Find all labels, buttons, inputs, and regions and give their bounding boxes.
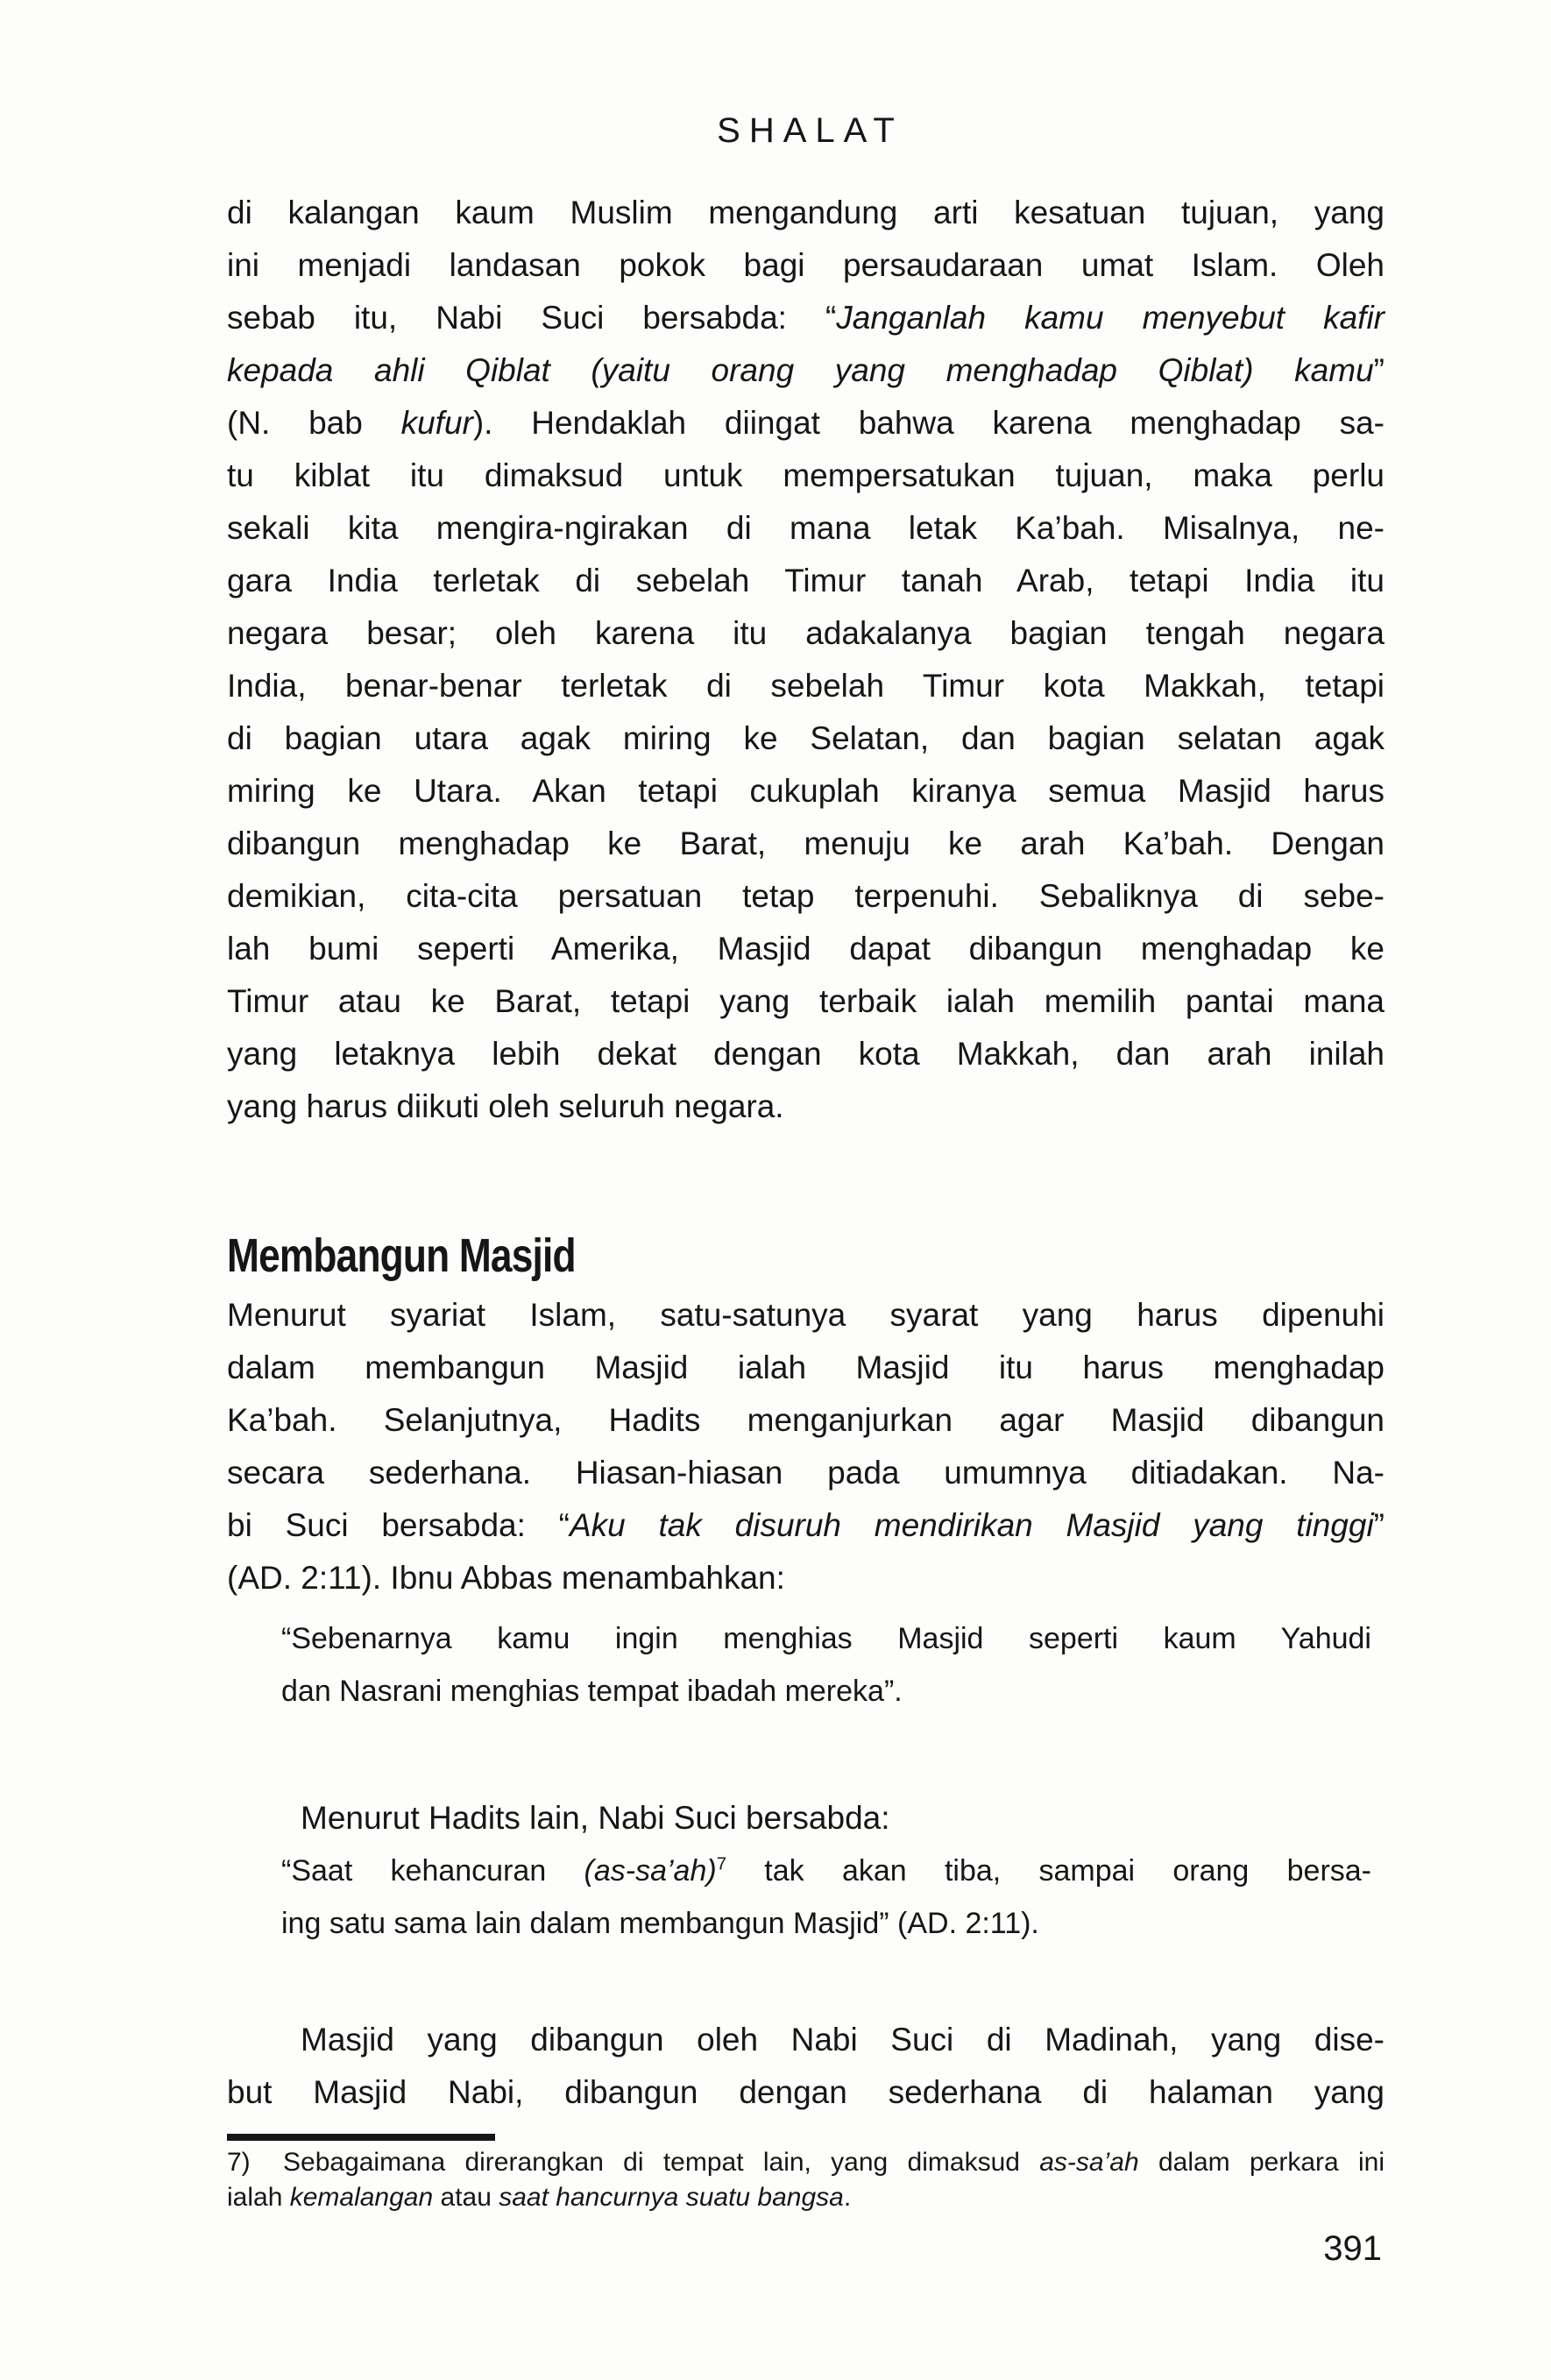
text-run: miring ke Utara. Akan tetapi cukuplah kiranya semua Masjid harus (227, 773, 1385, 809)
text-run: di bagian utara agak miring ke Selatan, dan bagian selatan agak (227, 720, 1385, 756)
italic-text-run: (as-sa’ah) (584, 1854, 717, 1888)
footnote-reference: 7 (716, 1854, 727, 1874)
text-run: di kalangan kaum Muslim mengandung arti kesatuan tujuan, yang (227, 195, 1385, 230)
text-run: yang harus diikuti oleh seluruh negara. (227, 1088, 784, 1124)
page-title: SHALAT (717, 111, 903, 150)
text-line (227, 870, 1385, 923)
text-run: ialah (227, 2183, 290, 2212)
text-line (281, 1897, 1371, 1950)
text-line (227, 2180, 1385, 2215)
text-line (227, 450, 1385, 502)
text-line (227, 1028, 1385, 1080)
text-run: dalam perkara ini (1138, 2148, 1385, 2177)
text-run: gara India terletak di sebelah Timur tanah Arab, tetapi India itu (227, 563, 1385, 599)
text-line (227, 1289, 1385, 1342)
text-line (281, 1612, 1371, 1665)
text-run: tu kiblat itu dimaksud untuk mempersatukan tujuan, maka perlu (227, 457, 1385, 493)
text-run: sebab itu, Nabi Suci bersabda: “ (227, 300, 837, 336)
text-run: yang letaknya lebih dekat dengan kota Makkah, dan arah inilah (227, 1036, 1385, 1072)
text-line (227, 2014, 1385, 2066)
footnote-marker: 7) (227, 2148, 251, 2177)
text-line (227, 187, 1385, 239)
footnote-divider (227, 2134, 495, 2141)
text-line (227, 292, 1385, 344)
paragraph-qiblat-direction (227, 187, 1385, 1133)
text-line (227, 397, 1385, 450)
section-heading-label: Membangun Masjid (227, 1229, 576, 1282)
italic-text-run: kepada ahli Qiblat (yaitu orang yang menghadap Qiblat) kamu (227, 352, 1374, 388)
quote-as-saah (227, 1845, 1385, 1950)
text-run: dalam membangun Masjid ialah Masjid itu harus menghadap (227, 1349, 1385, 1385)
text-line (227, 818, 1385, 870)
text-run: but Masjid Nabi, dibangun dengan sederhana di halaman yang (227, 2074, 1385, 2110)
italic-text-run: kufur (400, 405, 473, 441)
text-run: Sebagaimana direrangkan di tempat lain, yang dimaksud (283, 2148, 1040, 2177)
text-run: tak akan tiba, sampai orang bersa- (726, 1854, 1371, 1888)
text-run: lah bumi seperti Amerika, Masjid dapat dibangun menghadap ke (227, 931, 1385, 967)
text-run: Menurut syariat Islam, satu-satunya syarat yang harus dipenuhi (227, 1297, 1385, 1333)
italic-text-run: as-sa’ah (1039, 2148, 1139, 2177)
text-run: India, benar-benar terletak di sebelah Timur kota Makkah, tetapi (227, 668, 1385, 704)
text-line (227, 2066, 1385, 2119)
paragraph-membangun-masjid (227, 1289, 1385, 1604)
text-run: ” (1373, 1507, 1385, 1543)
quote-ibnu-abbas (227, 1612, 1385, 1718)
text-line (227, 502, 1385, 555)
paragraph-hadits-lain (227, 1792, 1385, 1845)
text-run: dan Nasrani menghias tempat ibadah mereka”. (281, 1675, 903, 1708)
text-run: dibangun menghadap ke Barat, menuju ke arah Ka’bah. Dengan (227, 825, 1385, 861)
text-run: ini menjadi landasan pokok bagi persaudaraan umat Islam. Oleh (227, 247, 1385, 283)
text-line (227, 2145, 1385, 2180)
text-run: demikian, cita-cita persatuan tetap terpenuhi. Sebaliknya di sebe- (227, 878, 1385, 914)
text-run: negara besar; oleh karena itu adakalanya bagian tengah negara (227, 615, 1385, 651)
text-run: (AD. 2:11). Ibnu Abbas menambahkan: (227, 1560, 785, 1596)
text-run: sekali kita mengira-ngirakan di mana letak Ka’bah. Misalnya, ne- (227, 510, 1385, 546)
text-line (281, 1845, 1371, 1897)
text-line (227, 555, 1385, 607)
text-run: Ka’bah. Selanjutnya, Hadits menganjurkan agar Masjid dibangun (227, 1402, 1385, 1438)
text-run: ing satu sama lain dalam membangun Masjid” (AD. 2:11). (281, 1907, 1039, 1940)
text-run: “Saat kehancuran (281, 1854, 584, 1888)
text-run: “Sebenarnya kamu ingin menghias Masjid seperti kaum Yahudi (281, 1622, 1371, 1655)
text-line (227, 1394, 1385, 1447)
text-run: bi Suci bersabda: “ (227, 1507, 570, 1543)
text-run: Menurut Hadits lain, Nabi Suci bersabda: (301, 1800, 890, 1836)
text-run: atau (433, 2183, 499, 2212)
section-heading-membangun-masjid (227, 1228, 1385, 1284)
page-content (227, 0, 1385, 2215)
text-run: Masjid yang dibangun oleh Nabi Suci di Madinah, yang dise- (301, 2022, 1385, 2058)
text-line (227, 1552, 1385, 1604)
text-run: ). Hendaklah diingat bahwa karena menghadap sa- (472, 405, 1385, 441)
text-line (227, 239, 1385, 292)
text-run: ” (1373, 352, 1385, 388)
italic-text-run: saat hancurnya suatu bangsa (499, 2183, 844, 2212)
text-run: Timur atau ke Barat, tetapi yang terbaik ialah memilih pantai mana (227, 983, 1385, 1019)
text-line (227, 1447, 1385, 1499)
text-line (227, 712, 1385, 765)
text-line (227, 975, 1385, 1028)
text-line (227, 1342, 1385, 1394)
text-line (227, 344, 1385, 397)
text-run: secara sederhana. Hiasan-hiasan pada umumnya ditiadakan. Na- (227, 1455, 1385, 1491)
text-line (227, 660, 1385, 712)
text-line (227, 765, 1385, 818)
text-line (281, 1665, 1371, 1718)
paragraph-masjid-nabi (227, 2014, 1385, 2119)
text-run: . (843, 2183, 852, 2212)
text-run: (N. bab (227, 405, 401, 441)
italic-text-run: Aku tak disuruh mendirikan Masjid yang tinggi (569, 1507, 1374, 1543)
italic-text-run: kemalangan (289, 2183, 434, 2212)
text-line (227, 607, 1385, 660)
text-line (227, 1080, 1385, 1133)
text-line (227, 1499, 1385, 1552)
italic-text-run: Janganlah kamu menyebut kafir (836, 300, 1385, 336)
text-line (227, 1792, 1385, 1845)
page-number: 391 (1323, 2229, 1382, 2268)
footnote-7 (227, 2145, 1385, 2215)
text-line (227, 923, 1385, 975)
